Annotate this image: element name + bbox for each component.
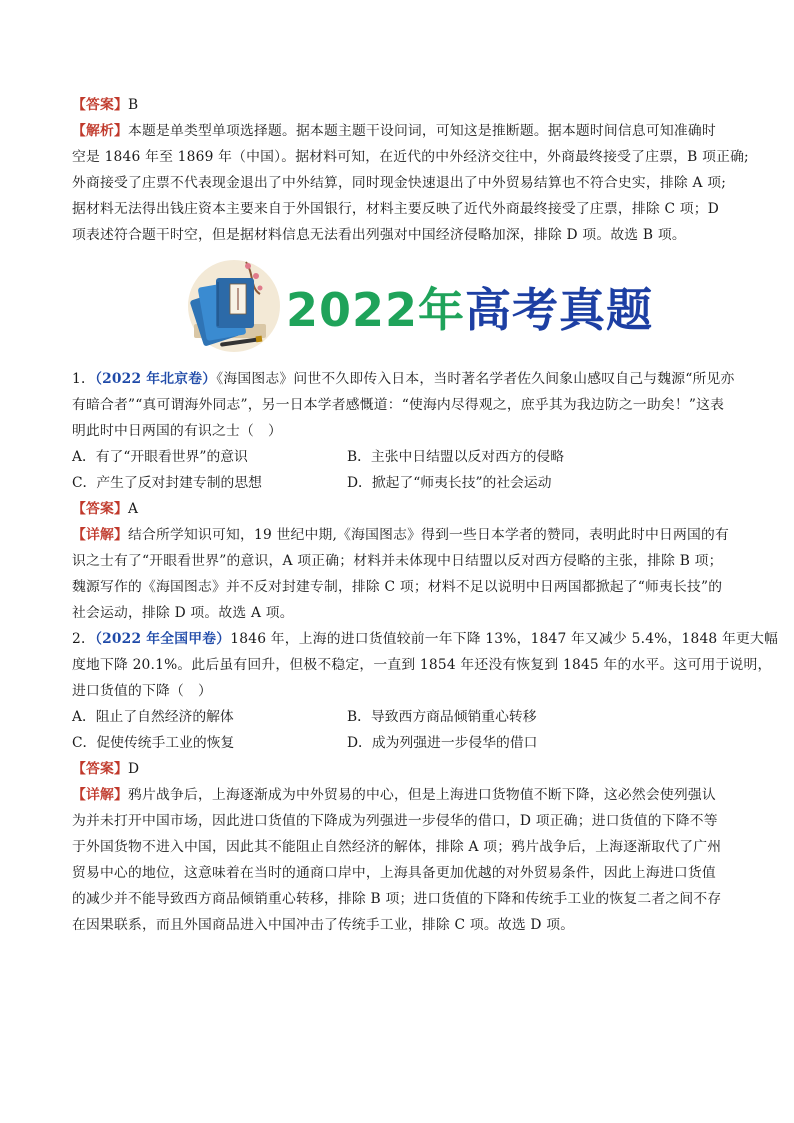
analysis-text: 空是 1846 年至 1869 年（中国）。据材料可知，在近代的中外经济交往中，外商最终接受了庄票，B 项正确;: [72, 149, 749, 165]
analysis-tag: 【解析】: [72, 123, 128, 139]
detail-tag: 【详解】: [72, 527, 128, 543]
option-row: [72, 730, 722, 756]
question-stem-text: 1846 年，上海的进口货值较前一年下降 13%，1847 年又减少 5.4%，1848 年更大幅: [230, 631, 778, 647]
detail-text: 为并未打开中国市场，因此进口货值的下降成为列强进一步侵华的借口，D 项正确；进口货值的下降不等: [72, 813, 718, 829]
question-2-answer: [72, 756, 722, 782]
detail-text: 社会运动，排除 D 项。故选 A 项。: [72, 605, 294, 621]
option-b: B．导致西方商品倾销重心转移: [347, 709, 537, 725]
section-banner: [72, 254, 722, 360]
book-stack-icon: [176, 254, 282, 360]
question-stem-text: 明此时中日两国的有识之士（ ）: [72, 423, 282, 439]
answer-tag: 【答案】: [72, 501, 128, 517]
question-stem-text: 有暗合者”“真可谓海外同志”，另一日本学者感慨道：“使海内尽得观之，庶乎其为我边防之一助矣！”这表: [72, 397, 725, 413]
detail-tag: 【详解】: [72, 787, 128, 803]
option-row: [72, 704, 722, 730]
option-d: D．成为列强进一步侵华的借口: [347, 735, 538, 751]
option-row: [72, 444, 722, 470]
answer-tag: 【答案】: [72, 97, 128, 113]
question-number: 1．: [72, 371, 95, 387]
question-2-stem: [72, 626, 778, 652]
question-source: （2022 年全国甲卷）: [94, 631, 231, 647]
question-1-detail: [72, 522, 729, 548]
option-d: D．掀起了“师夷长技”的社会运动: [347, 475, 552, 491]
detail-text: 结合所学知识可知，19 世纪中期,《海国图志》得到一些日本学者的赞同，表明此时中日两国的有: [128, 527, 729, 543]
detail-text: 贸易中心的地位，这意味着在当时的通商口岸中，上海具备更加优越的对外贸易条件，因此上海进口货值: [72, 865, 716, 881]
question-stem-text: 度地下降 20.1%。此后虽有回升，但极不稳定，一直到 1854 年还没有恢复到 1845 年的水平。这可用于说明，: [72, 657, 772, 673]
option-c: C．产生了反对封建专制的思想: [72, 475, 262, 491]
analysis-text: 本题是单类型单项选择题。据本题主题干设问词，可知这是推断题。据本题时间信息可知准确时: [128, 123, 716, 139]
option-c: C．促使传统手工业的恢复: [72, 735, 235, 751]
intro-analysis-line: [72, 118, 722, 144]
detail-text: 于外国货物不进入中国，因此其不能阻止自然经济的解体，排除 A 项；鸦片战争后，上海逐渐取代了广州: [72, 839, 722, 855]
answer-value: D: [128, 761, 140, 777]
document-content: [72, 92, 778, 938]
option-row: [72, 470, 722, 496]
detail-text: 魏源写作的《海国图志》并不反对封建专制，排除 C 项；材料不足以说明中日两国都掀起了“师夷长技”的: [72, 579, 723, 595]
detail-text: 在因果联系，而且外国商品进入中国冲击了传统手工业，排除 C 项。故选 D 项。: [72, 917, 575, 933]
question-1-answer: [72, 496, 722, 522]
answer-value: B: [128, 97, 139, 113]
detail-text: 鸦片战争后，上海逐渐成为中外贸易的中心，但是上海进口货物值不断下降，这必然会使列强认: [128, 787, 716, 803]
detail-text: 的减少并不能导致西方商品倾销重心转移，排除 B 项；进口货值的下降和传统手工业的恢复二者之间不存: [72, 891, 722, 907]
analysis-text: 外商接受了庄票不代表现金退出了中外结算，同时现金快速退出了中外贸易结算也不符合史实，排除 A 项;: [72, 175, 727, 191]
answer-value: A: [128, 501, 139, 517]
question-2-detail: [72, 782, 722, 808]
option-a: A．阻止了自然经济的解体: [72, 709, 234, 725]
answer-tag: 【答案】: [72, 761, 128, 777]
question-1-stem: [72, 366, 735, 392]
question-stem-text: 《海国图志》问世不久即传入日本，当时著名学者佐久间象山感叹自己与魏源“所见亦: [216, 371, 735, 387]
banner-year: 2022年: [286, 283, 466, 337]
detail-text: 识之士有了“开眼看世界”的意识，A 项正确；材料并未体现中日结盟以反对西方侵略的主张，排除 B 项；: [72, 553, 723, 569]
banner-text: 高考真题: [465, 283, 654, 337]
intro-answer-line: [72, 92, 722, 118]
question-stem-text: 进口货值的下降（ ）: [72, 683, 212, 699]
analysis-text: 项表述符合题干时空，但是据材料信息无法看出列强对中国经济侵略加深，排除 D 项。故选 B 项。: [72, 227, 686, 243]
option-a: A．有了“开眼看世界”的意识: [72, 449, 248, 465]
question-source: （2022 年北京卷）: [94, 371, 217, 387]
banner-title: [286, 274, 653, 340]
question-number: 2．: [72, 631, 95, 647]
analysis-text: 据材料无法得出钱庄资本主要来自于外国银行，材料主要反映了近代外商最终接受了庄票，排除 C 项；D: [72, 201, 720, 217]
option-b: B．主张中日结盟以反对西方的侵略: [347, 449, 565, 465]
